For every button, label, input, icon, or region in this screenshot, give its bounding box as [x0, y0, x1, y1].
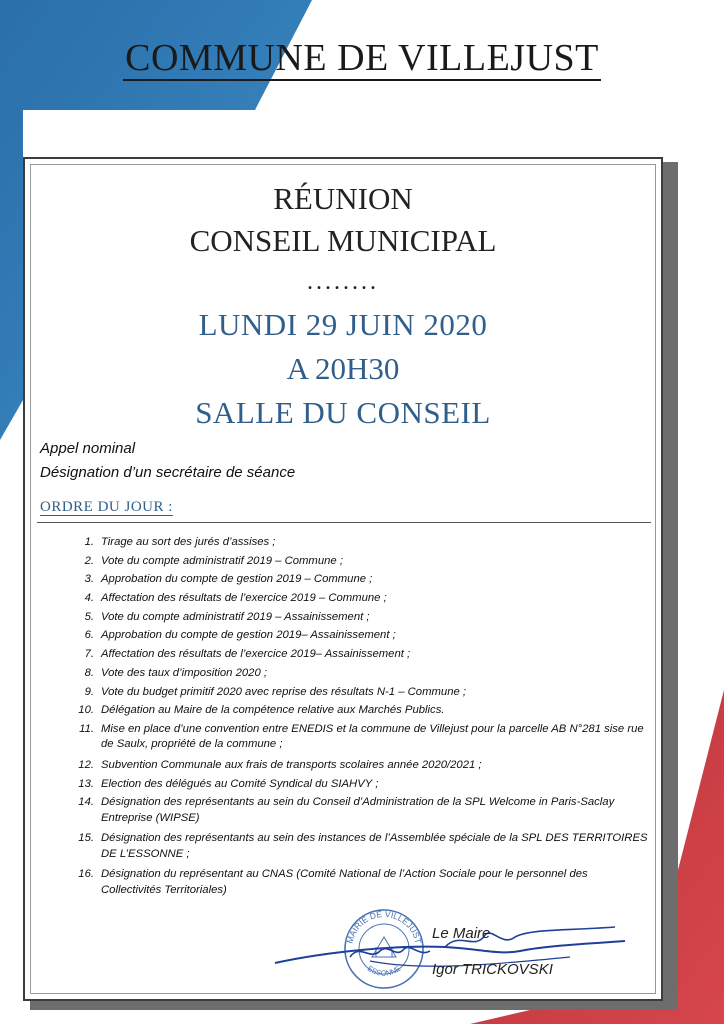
- agenda-item: 10. Délégation au Maire de la compétence relative aux Marchés Publics.: [78, 704, 445, 717]
- meeting-time: A 20H30: [286, 351, 400, 386]
- agenda-item: 5. Vote du compte administratif 2019 – Assainissement ;: [84, 610, 370, 623]
- agenda-item: 14. Désignation des représentants au sein du Conseil d’Administration de la SPL Welcome in Paris-Saclay Entreprise (WIPSE): [78, 796, 615, 824]
- agenda-item: 2. Vote du compte administratif 2019 – Commune ;: [84, 554, 343, 567]
- agenda-list: [73, 535, 651, 901]
- svg-text:MAIRIE DE VILLEJUST: MAIRIE DE VILLEJUST: [344, 908, 424, 945]
- meeting-heading: RÉUNION: [273, 181, 413, 216]
- agenda-heading: ORDRE DU JOUR :: [40, 499, 173, 515]
- mayor-title: Le Maire: [432, 925, 491, 942]
- agenda-item: 1. Tirage au sort des jurés d’assises ;: [84, 536, 276, 548]
- agenda-item: 15. Désignation des représentants au sein des instances de l’Assemblée spéciale de la SPL DES TERRITOIRES DE L’ESSONNE ;: [78, 832, 648, 860]
- agenda-item: 13. Election des délégués au Comité Syndical du SIAHVY ;: [78, 777, 379, 790]
- agenda-item: 7. Affectation des résultats de l’exercice 2019– Assainissement ;: [84, 648, 411, 661]
- agenda-item: 3. Approbation du compte de gestion 2019 – Commune ;: [84, 573, 373, 586]
- agenda-item: 4. Affectation des résultats de l’exercice 2019 – Commune ;: [84, 592, 387, 605]
- preamble-roll-call: Appel nominal: [40, 440, 136, 457]
- svg-text:ESSONNE: ESSONNE: [365, 963, 403, 978]
- meeting-room: SALLE DU CONSEIL: [195, 395, 491, 430]
- preamble-secretary: Désignation d’un secrétaire de séance: [40, 464, 296, 481]
- agenda-item: 9. Vote du budget primitif 2020 avec reprise des résultats N-1 – Commune ;: [84, 685, 467, 698]
- agenda-item: 8. Vote des taux d’imposition 2020 ;: [84, 666, 268, 679]
- agenda-item: 6. Approbation du compte de gestion 2019– Assainissement ;: [84, 629, 396, 642]
- commune-title: COMMUNE DE VILLEJUST: [125, 37, 599, 79]
- notice-frame: [23, 157, 663, 1001]
- agenda-item: 11. Mise en place d’une convention entre ENEDIS et la commune de Villejust pour la parcelle AB N°281 sise rue de Saulx, propriété de la commune ;: [79, 722, 644, 751]
- dotted-separator: ........: [307, 269, 379, 295]
- mayor-name: Igor TRICKOVSKI: [432, 961, 553, 978]
- agenda-rule: [37, 522, 651, 523]
- agenda-item: 16. Désignation du représentant au CNAS (Comité National de l’Action Sociale pour le personnel des Collectivités Territoriales): [78, 868, 588, 896]
- agenda-item: 12. Subvention Communale aux frais de transports scolaires année 2020/2021 ;: [78, 758, 482, 771]
- meeting-date: LUNDI 29 JUIN 2020: [198, 307, 488, 342]
- council-heading: CONSEIL MUNICIPAL: [189, 223, 497, 258]
